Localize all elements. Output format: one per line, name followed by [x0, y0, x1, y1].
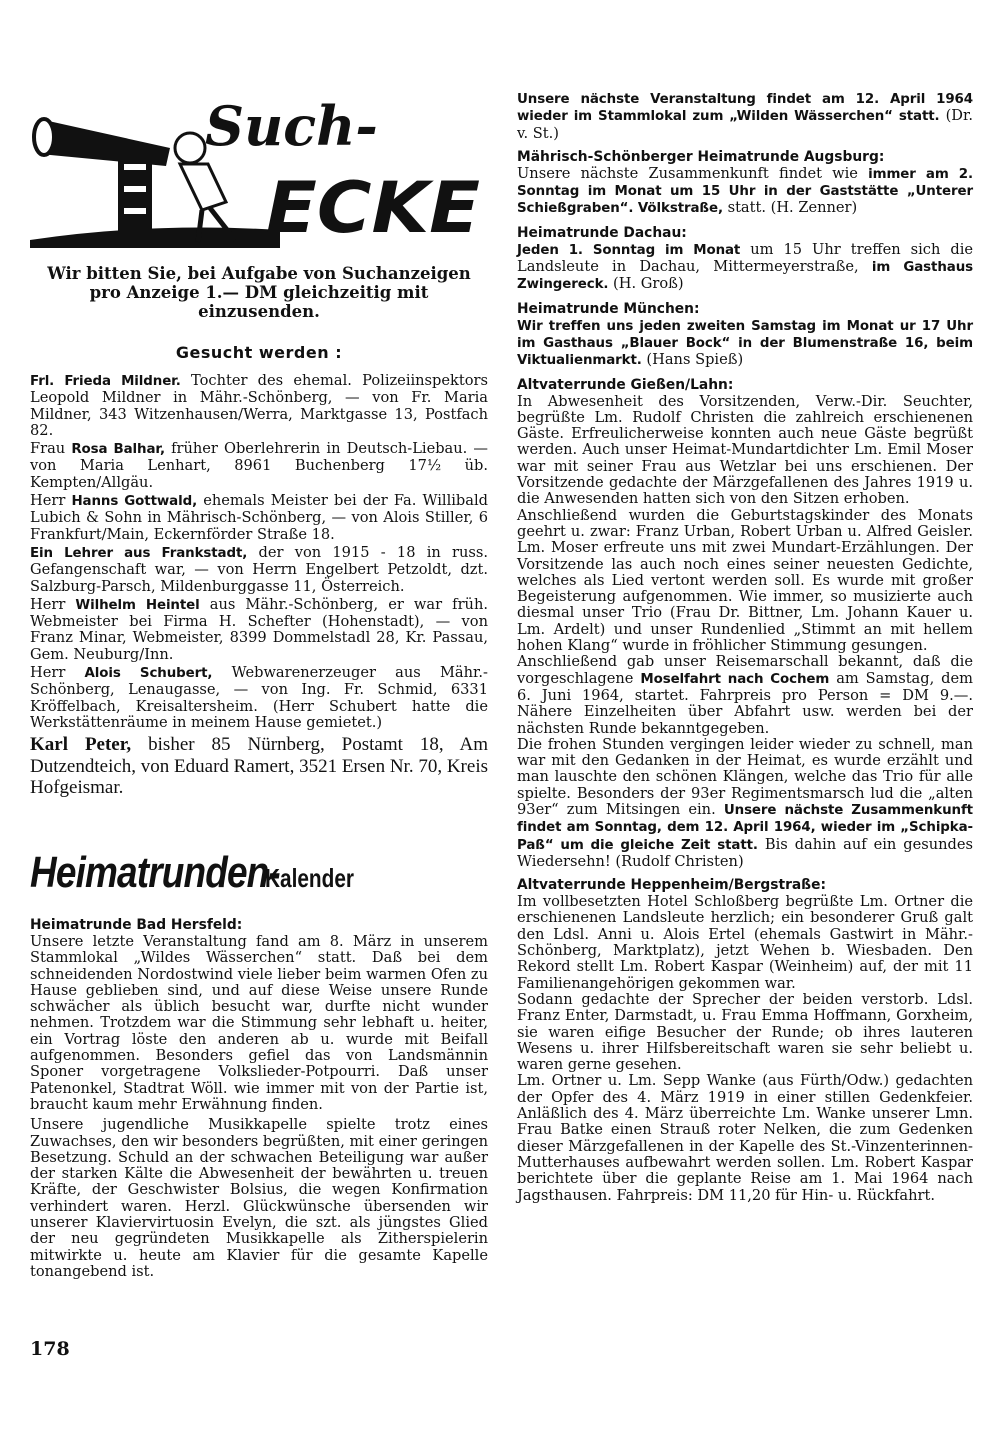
- search-entry: Herr Hanns Gottwald, ehemals Meister bei der Fa. Willibald Lubich & Sohn in Mährisch-Schönberg, — von Alois Stiller, 6 Frankfurt/Main, Eckernförder Straße 18.: [30, 492, 488, 543]
- giessen-paragraph: Anschließend wurden die Geburtstagskinder des Monats geehrt u. zwar: Franz Urban, Robert Urban u. Alfred Geisler. Lm. Moser erfreute uns mit zwei Mundart-Erzählungen. Der Vorsitzende las auch noch eines seiner neuesten Gedichte, welches als Lied vertont werden soll. Es wurde mit großer Begeisterung aufgenommen. Wie immer, so musizierte auch diesmal unser Trio (Frau Dr. Bittner, Lm. Johann Kauer u. Lm. Ardelt) und unser Rundenlied „Stimmt an mit hellem hohen Klang“ wurde in fröhlicher Stimmung gesungen.: [517, 506, 973, 655]
- page-number: 178: [30, 1338, 70, 1360]
- search-entry: Frau Rosa Balhar, früher Oberlehrerin in Deutsch-Liebau. — von Maria Lenhart, 8961 Buchenberg 17½ üb. Kempten/Allgäu.: [30, 440, 489, 491]
- sought-heading: Gesucht werden :: [175, 343, 343, 362]
- hersfeld-paragraph: Unsere jugendliche Musikkapelle spielte trotz eines Zuwachses, den wir besonders begrüßten, mit einer geringen Besetzung. Schuld an der schwachen Beteiligung war außer der starken Kälte die Abwesenheit der bewährten u. treuen Kräfte, der Geschwister Bolsius, die wegen Konfirmation verhindert waren. Herzl. Glückwünsche übersenden wir unserer Klaviervirtuosin Evelyn, die szt. als jüngstes Glied der neu gegründeten Musikkapelle als Zitherspielerin mitwirkte u. heute am Klavier für die gesamte Kapelle tonangebend ist.: [30, 1116, 488, 1280]
- search-entry: Herr Alois Schubert, Webwarenerzeuger aus Mähr.-Schönberg, Lenaugasse, — von Ing. Fr. Schmid, 6331 Kröffelbach, Kreisaltersheim. (Herr Schubert hatte die Werkstättenräume in meinem Hause gemietet.): [30, 664, 488, 731]
- augsburg-paragraph: Unsere nächste Zusammenkunft findet wie immer am 2. Sonntag im Monat um 15 Uhr in der Gaststätte „Unterer Schießgraben“. Völkstraße, statt. (H. Zenner): [517, 164, 973, 217]
- logo-ground: [30, 228, 280, 248]
- muenchen-paragraph: Wir treffen uns jeden zweiten Samstag im Monat ur 17 Uhr im Gasthaus „Blauer Bock“ in der Blumenstraße 16, beim Viktualienmarkt. (Hans Spieß): [517, 318, 973, 369]
- hersfeld-paragraph: Unsere letzte Veranstaltung fand am 8. März in unserem Stammlokal „Wildes Wässerchen“ statt. Daß bei dem schneidenden Nordostwind viele lieber beim warmen Ofen zu Hause geblieben sind, und auf diese Weise unsere Runde schwächer als üblich besucht war, durfte nicht wunder nehmen. Trotzdem war die Stimmung sehr lebhaft u. heiter, ein Vortrag löste den anderen ab u. wurde mit Beifall aufgenommen. Besonders gefiel das von Landsmännin Sponer vorgetragene Volkslieder-Potpourri. Daß unser Patenonkel, Stadtrat Wöll. wie immer mit von der Partie ist, braucht kaum mehr Erwähnung finden.: [30, 933, 488, 1113]
- karl-peter-entry: Karl Peter, bisher 85 Nürnberg, Postamt 18, Am Dutzendteich, von Eduard Ramert, 3521 Ersen Nr. 70, Kreis Hofgeismar.: [30, 734, 488, 799]
- search-entry: Herr Wilhelm Heintel aus Mähr.-Schönberg, er war früh. Webmeister bei Firma H. Schefter (Hohenstadt), — von Franz Minar, Webmeister, 8399 Dommelstadl 28, Kr. Passau, Gem. Neuburg/Inn.: [30, 595, 488, 663]
- kalender-title-word: Heimatrunden-: [30, 848, 280, 897]
- ad-fee-notice: Wir bitten Sie, bei Aufgabe von Suchanzeigen pro Anzeige 1.— DM gleichzeitig mit einzusenden.: [47, 264, 471, 321]
- giessen-heading: Altvaterrunde Gießen/Lahn:: [517, 376, 734, 393]
- search-entry: Ein Lehrer aus Frankstadt, der von 1915 - 18 in russ. Gefangenschaft war, — von Herrn Engelbert Petzoldt, dzt. Salzburg-Parsch, Mildenburggasse 11, Österreich.: [30, 543, 489, 595]
- logo-man-head: [175, 133, 205, 163]
- such-ecke-logo: [30, 90, 488, 258]
- heppenheim-paragraph: Lm. Ortner u. Lm. Sepp Wanke (aus Fürth/Odw.) gedachten der Opfer des 4. März 1919 in einer stillen Gedenkfeier. Anläßlich des 4. März überreichte Lm. Wanke unserer Lmn. Frau Batke einen Strauß roter Nelken, die zum Gedenken dieser Märzgefallenen in der Kapelle des St.-Vinzenterinnen-Mutterhauses aufbewahrt werden sollen. Lm. Robert Kaspar berichtete über die geplante Reise am 1. Mai 1964 nach Jagsthausen. Fahrpreis: DM 11,20 für Hin- u. Rückfahrt.: [517, 1072, 973, 1204]
- dachau-paragraph: Jeden 1. Sonntag im Monat um 15 Uhr treffen sich die Landsleute in Dachau, Mittermeyerstraße, im Gasthaus Zwingereck. (H. Groß): [517, 240, 974, 293]
- augsburg-heading: Mährisch-Schönberger Heimatrunde Augsburg:: [517, 148, 885, 165]
- telescope-icon: [40, 120, 170, 166]
- kalender-title-suffix: Kalender: [265, 863, 355, 893]
- heppenheim-heading: Altvaterrunde Heppenheim/Bergstraße:: [517, 877, 826, 894]
- logo-block-word: ECKE: [266, 167, 480, 249]
- giessen-paragraph: In Abwesenheit des Vorsitzenden, Verw.-Dir. Seuchter, begrüßte Lm. Rudolf Christen die zahlreich erschienenen Gäste. Erfreulicherweise konnten auch neue Gäste begrüßt werden. Auch unser Heimat-Mundartdichter Lm. Emil Moser war mit seiner Frau aus Wetzlar bei uns erschienen. Der Vorsitzende gedachte der Märzgefallenen des Jahres 1919 u. die Anwesenden hatten sich von den Sitzen erhoben.: [517, 392, 973, 508]
- heppenheim-paragraph: Im vollbesetzten Hotel Schloßberg begrüßte Lm. Ortner die erschienenen Landsleute herzlich; ein besonderer Gruß galt den Ldsl. Anni u. Alois Ertel (ehemals Gastwirt in Mähr.-Schönberg, Marktplatz), jetzt Wehen b. Wiesbaden. Den Rekord stellt Lm. Robert Kaspar (Weinheim) auf, der mit 11 Familienangehörigen gekommen war.: [517, 893, 973, 992]
- search-entries: [30, 371, 488, 799]
- dachau-heading: Heimatrunde Dachau:: [517, 224, 687, 241]
- muenchen-heading: Heimatrunde München:: [517, 300, 700, 317]
- search-entry: Frl. Frieda Mildner. Tochter des ehemal. Polizeiinspektors Leopold Mildner in Mähr.-Schönberg, — von Fr. Maria Mildner, 343 Witzenhausen/Werra, Marktgasse 13, Postfach 82.: [30, 372, 488, 439]
- logo-script-word: Such-: [205, 94, 378, 158]
- kalender-title: [30, 848, 488, 900]
- hersfeld-section: [30, 910, 488, 1280]
- heppenheim-paragraph: Sodann gedachte der Sprecher der beiden verstorb. Ldsl. Franz Enter, Darmstadt, u. Frau Emma Hoffmann, Gorxheim, sie waren eifige Besucher der Runde; ob ihres lauteren Wesens u. ihrer Hilfsbereitschaft waren sie sehr beliebt u. waren gerne gesehen.: [517, 990, 973, 1074]
- giessen-paragraph: Anschließend gab unser Reisemarschall bekannt, daß die vorgeschlagene Moselfahrt nach Cochem am Samstag, dem 6. Juni 1964, startet. Fahrpreis pro Person = DM 9.—. Nähere Einzelheiten über Abfahrt usw. werden bei der nächsten Runde bekanntgegeben.: [517, 653, 973, 737]
- hersfeld-heading: Heimatrunde Bad Hersfeld:: [30, 917, 243, 933]
- intro-paragraph: Unsere nächste Veranstaltung findet am 12. April 1964 wieder im Stammlokal zum „Wilden Wässerchen“ statt. (Dr. v. St.): [517, 92, 973, 142]
- giessen-paragraph: Die frohen Stunden vergingen leider wieder zu schnell, man war mit den Gedanken in der Heimat, es wurde erzählt und man lauschte den schönen Klängen, welche das Trio für alle spielte. Besonders der 93er Regimentsmarsch lud die „alten 93er“ zum Mitsingen ein. Unsere nächste Zusammenkunft findet am Sonntag, dem 12. April 1964, wieder im „Schipka-Paß“ um die gleiche Zeit statt. Bis dahin auf ein gesundes Wiedersehn! (Rudolf Christen): [517, 735, 973, 870]
